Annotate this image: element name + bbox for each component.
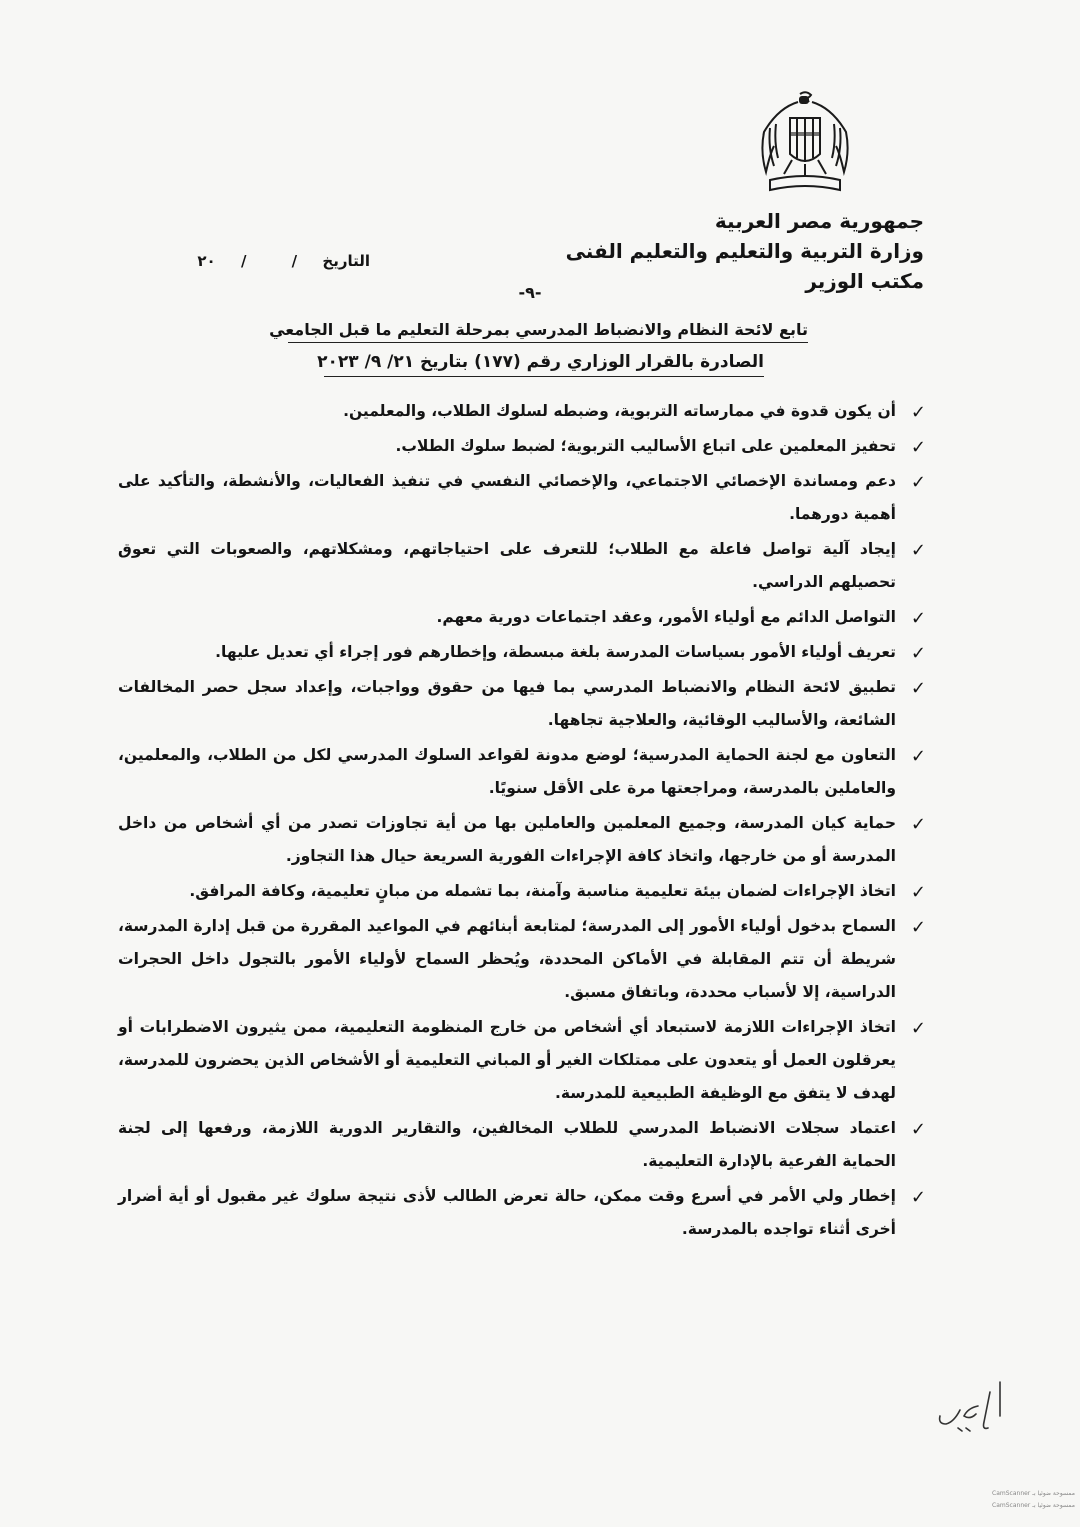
list-item-text: دعم ومساندة الإخصائي الاجتماعي، والإخصائي النفسي في تنفيذ الفعاليات، والأنشطة، والتأكيد على أهمية دورهما. [118,472,896,523]
list-item-text: حماية كيان المدرسة، وجميع المعلمين والعاملين بها من أية تجاوزات تصدر من أي أشخاص من داخل المدرسة أو من خارجها، واتخاذ كافة الإجراءات الفورية السريعة حيال هذا التجاوز. [118,814,896,865]
check-icon: ✓ [910,1187,926,1208]
check-icon: ✓ [910,814,926,835]
list-item-text: اعتماد سجلات الانضباط المدرسي للطلاب المخالفين، والتقارير الدورية اللازمة، ورفعها إلى لجنة الحماية الفرعية بالإدارة التعليمية. [118,1119,896,1170]
list-item-text: اتخاذ الإجراءات اللازمة لاستبعاد أي أشخاص من خارج المنظومة التعليمية، ممن يثيرون الاضطرابات أو يعرقلون العمل أو يتعدون على ممتلكات الغير أو المباني التعليمية أو الأشخاص الذين يحضرون للمدرسة، لهدف لا يتفق مع الوظيفة الطبيعية للمدرسة. [117,1018,896,1102]
list-item-text: إيجاد آلية تواصل فاعلة مع الطلاب؛ للتعرف على احتياجاتهم، ومشكلاتهم، والصعوبات التي تعوق تحصيلهم الدراسي. [118,540,896,591]
list-item [118,671,926,737]
list-item [118,739,926,805]
ministry-name: وزارة التربية والتعليم والتعليم الفنى [565,239,924,263]
duties-list [118,395,926,1248]
check-icon: ✓ [910,402,926,423]
list-item [118,807,926,873]
check-icon: ✓ [910,678,926,699]
list-item [118,636,926,669]
list-item-text: تطبيق لائحة النظام والانضباط المدرسي بما فيها من حقوق وواجبات، وإعداد سجل حصر المخالفات الشائعة، والأساليب الوقائية، والعلاجية تجاهها. [118,678,896,729]
list-item [118,1011,926,1110]
document-subtitle: الصادرة بالقرار الوزاري رقم (١٧٧) بتاريخ ٢١/ ٩/ ٢٠٢٣ [324,352,764,377]
list-item-text: اتخاذ الإجراءات لضمان بيئة تعليمية مناسبة وآمنة، بما تشمله من مبانٍ تعليمية، وكافة المرافق. [189,882,896,900]
date-year: ٢٠ [197,252,216,270]
ministry-header [565,206,924,296]
list-item-text: تعريف أولياء الأمور بسياسات المدرسة بلغة مبسطة، وإخطارهم فور إجراء أي تعديل عليها. [215,643,896,661]
check-icon: ✓ [910,472,926,493]
list-item-text: التعاون مع لجنة الحماية المدرسية؛ لوضع مدونة لقواعد السلوك المدرسي لكل من الطلاب، والمعلمين، والعاملين بالمدرسة، ومراجعتها مرة على الأقل سنويًا. [118,746,896,797]
list-item-text: السماح بدخول أولياء الأمور إلى المدرسة؛ لمتابعة أبنائهم في المواعيد المقررة من قبل إدارة المدرسة، شريطة أن تتم المقابلة في الأماكن المحددة، ويُحظر السماح لأولياء الأمور بالتجول داخل الحجرات الدراسية، إلا لأسباب محددة، وباتفاق مسبق. [118,917,896,1001]
list-item [118,395,926,428]
list-item-text: أن يكون قدوة في ممارساته التربوية، وضبطه لسلوك الطلاب، والمعلمين. [343,402,896,420]
scanner-watermark: CamScanner ممسوحة ضوئيا بـ CamScanner ممسوحة ضوئيا بـ [992,1490,1075,1509]
list-item [118,465,926,531]
republic-name: جمهورية مصر العربية [714,209,924,233]
list-item [118,1112,926,1178]
list-item [118,533,926,599]
check-icon: ✓ [910,746,926,767]
date-line: التاريخ / / ٢٠ [197,252,370,270]
check-icon: ✓ [910,540,926,561]
office-name: مكتب الوزير [805,269,924,293]
eagle-emblem-icon [750,88,860,200]
list-item-text: التواصل الدائم مع أولياء الأمور، وعقد اجتماعات دورية معهم. [436,608,896,626]
page-number: -٩- [518,283,542,302]
list-item-text: تحفيز المعلمين على اتباع الأساليب التربوية؛ لضبط سلوك الطلاب. [395,437,896,455]
check-icon: ✓ [910,643,926,664]
list-item [118,1180,926,1246]
list-item [118,875,926,908]
list-item [118,910,926,1009]
check-icon: ✓ [910,437,926,458]
list-item [118,430,926,463]
list-item [118,601,926,634]
check-icon: ✓ [910,917,926,938]
check-icon: ✓ [910,608,926,629]
date-label: التاريخ [322,252,370,270]
check-icon: ✓ [910,882,926,903]
document-title: تابع لائحة النظام والانضباط المدرسي بمرحلة التعليم ما قبل الجامعي [288,320,808,343]
handwritten-signature [930,1378,1010,1438]
check-icon: ✓ [910,1018,926,1039]
check-icon: ✓ [910,1119,926,1140]
list-item-text: إخطار ولي الأمر في أسرع وقت ممكن، حالة تعرض الطالب لأذى نتيجة سلوك غير مقبول أو أية أضرار أخرى أثناء تواجده بالمدرسة. [118,1187,896,1238]
